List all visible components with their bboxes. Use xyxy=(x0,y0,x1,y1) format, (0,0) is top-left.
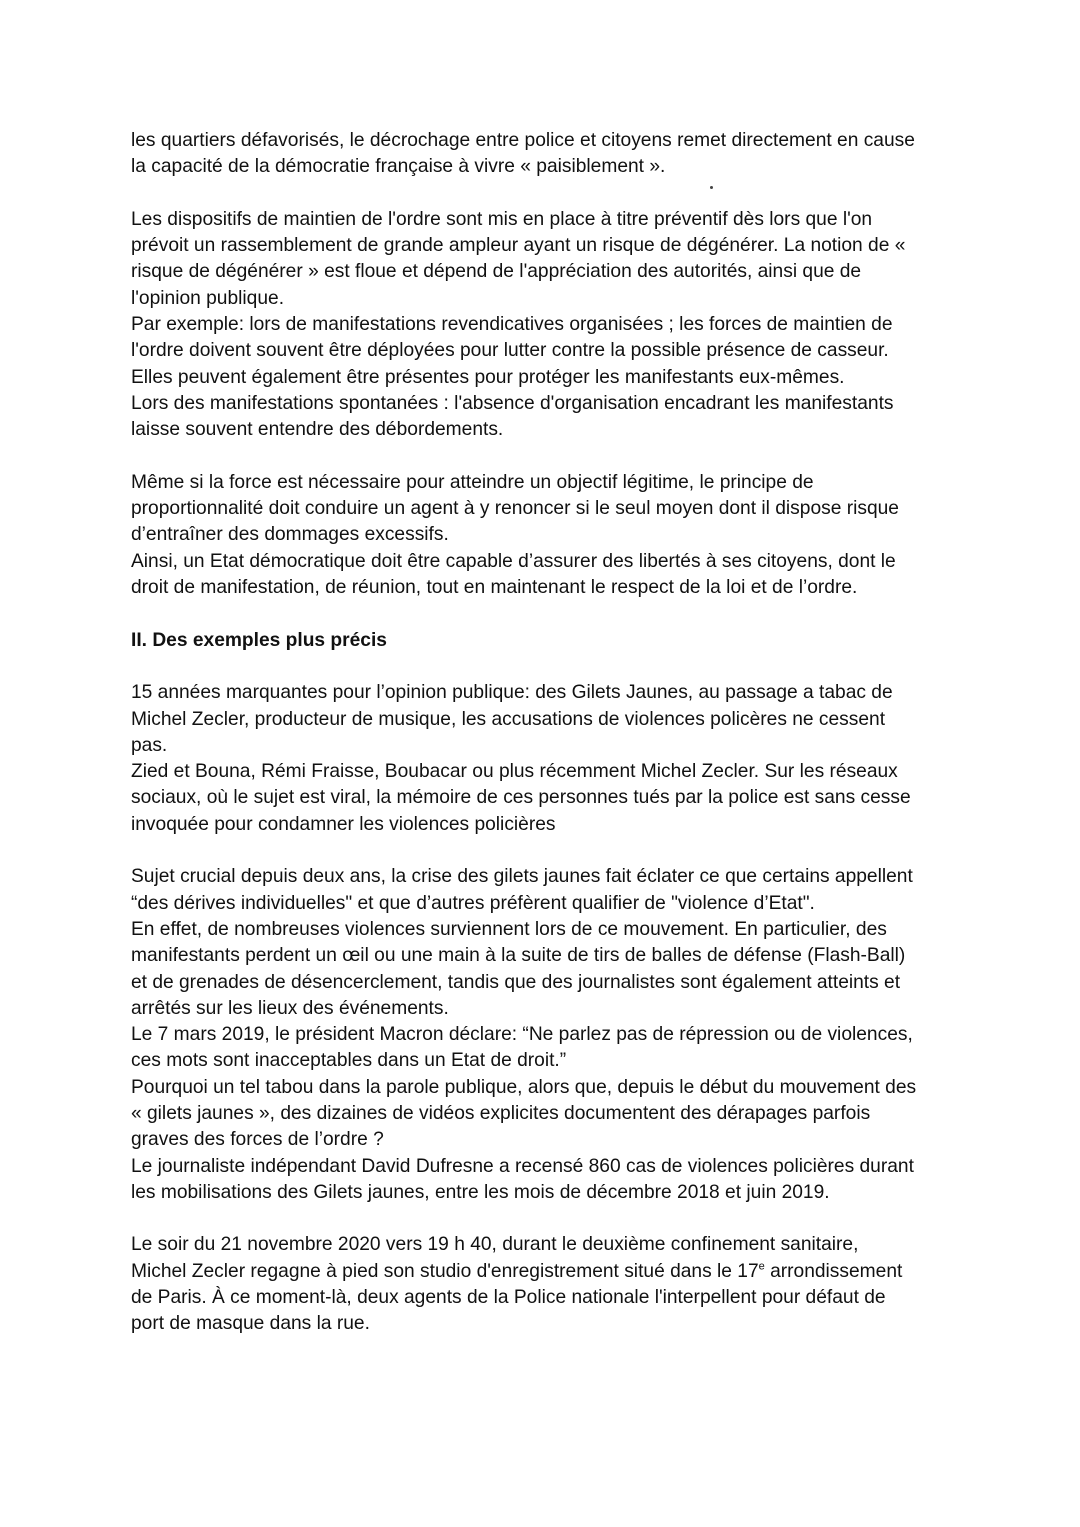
text-line: la capacité de la démocratie française à vivre « paisiblement ». xyxy=(131,156,666,178)
text-line: l'ordre doivent souvent être déployées pour lutter contre la possible présence de casseur. xyxy=(131,340,889,362)
text-line: Sujet crucial depuis deux ans, la crise des gilets jaunes fait éclater ce que certains appellent xyxy=(131,866,913,888)
text-line: Pourquoi un tel tabou dans la parole publique, alors que, depuis le début du mouvement des xyxy=(131,1076,917,1098)
text-line: Ainsi, un Etat démocratique doit être capable d’assurer des libertés à ses citoyens, dont le xyxy=(131,550,896,572)
text-line: Les dispositifs de maintien de l'ordre sont mis en place à titre préventif dès lors que l'on xyxy=(131,208,873,230)
section-heading: II. Des exemples plus précis xyxy=(131,629,387,651)
text-line: 15 années marquantes pour l’opinion publique: des Gilets Jaunes, au passage a tabac de xyxy=(131,682,893,704)
text-line: et de grenades de désencerclement, tandis que des journalistes sont également atteints et xyxy=(131,971,901,993)
text-line: prévoit un rassemblement de grande ampleur ayant un risque de dégénérer. La notion de « xyxy=(131,235,906,257)
text-line: “des dérives individuelles" et que d’autres préfèrent qualifier de "violence d’Etat". xyxy=(131,892,815,914)
text-line: les mobilisations des Gilets jaunes, entre les mois de décembre 2018 et juin 2019. xyxy=(131,1181,830,1203)
text-line: les quartiers défavorisés, le décrochage entre police et citoyens remet directement en cause xyxy=(131,130,915,151)
text-line: de Paris. À ce moment-là, deux agents de la Police nationale l'interpellent pour défaut de xyxy=(131,1287,886,1309)
text-line: pas. xyxy=(131,734,168,756)
text-line: Le 7 mars 2019, le président Macron déclare: “Ne parlez pas de répression ou de violences, xyxy=(131,1024,913,1046)
text-line: ces mots sont inacceptables dans un Etat de droit.” xyxy=(131,1050,567,1072)
text-line: Zied et Bouna, Rémi Fraisse, Boubacar ou plus récemment Michel Zecler. Sur les réseaux xyxy=(131,761,898,783)
text-line: « gilets jaunes », des dizaines de vidéos explicites documentent des dérapages parfois xyxy=(131,1102,871,1124)
text-line: laisse souvent entendre des débordements. xyxy=(131,419,504,441)
text-line: port de masque dans la rue. xyxy=(131,1313,370,1335)
text-line: sociaux, où le sujet est viral, la mémoire de ces personnes tués par la police est sans cesse xyxy=(131,787,911,809)
text-line: Michel Zecler, producteur de musique, les accusations de violences policères ne cessent xyxy=(131,708,886,730)
text-line: graves des forces de l’ordre ? xyxy=(131,1129,384,1151)
paragraph-maintien-ordre xyxy=(131,207,961,444)
text-line: Lors des manifestations spontanées : l'absence d'organisation encadrant les manifestants xyxy=(131,392,894,414)
paragraph-intro xyxy=(131,128,961,181)
text-line: d’entraîner des dommages excessifs. xyxy=(131,524,449,546)
superscript: e xyxy=(758,1260,765,1273)
paragraph-gilets-jaunes xyxy=(131,864,961,1206)
paragraph-annees-marquantes xyxy=(131,680,961,838)
text-line: invoquée pour condamner les violences policières xyxy=(131,813,556,835)
text-segment: Michel Zecler regagne à pied son studio d'enregistrement situé dans le 17 xyxy=(131,1260,759,1282)
document-body xyxy=(131,128,961,1338)
text-segment: arrondissement xyxy=(764,1260,903,1282)
text-line: l'opinion publique. xyxy=(131,287,285,309)
text-line: arrêtés sur les lieux des événements. xyxy=(131,997,449,1019)
paragraph-proportionnalite xyxy=(131,470,961,601)
text-line: droit de manifestation, de réunion, tout en maintenant le respect de la loi et de l’ordre. xyxy=(131,577,858,599)
stray-mark xyxy=(710,186,713,189)
text-line: Même si la force est nécessaire pour atteindre un objectif légitime, le principe de xyxy=(131,471,814,493)
paragraph-michel-zecler xyxy=(131,1232,961,1337)
text-line: manifestants perdent un œil ou une main à la suite de tirs de balles de défense (Flash-Ball) xyxy=(131,945,906,967)
text-line: Elles peuvent également être présentes pour protéger les manifestants eux-mêmes. xyxy=(131,366,845,388)
text-line: Le soir du 21 novembre 2020 vers 19 h 40, durant le deuxième confinement sanitaire, xyxy=(131,1234,859,1256)
text-line xyxy=(131,1259,961,1285)
text-line: En effet, de nombreuses violences surviennent lors de ce mouvement. En particulier, des xyxy=(131,918,887,940)
text-line: proportionnalité doit conduire un agent à y renoncer si le seul moyen dont il dispose risque xyxy=(131,498,899,520)
text-line: Le journaliste indépendant David Dufresne a recensé 860 cas de violences policières durant xyxy=(131,1155,914,1177)
text-line: Par exemple: lors de manifestations revendicatives organisées ; les forces de maintien de xyxy=(131,314,893,336)
text-line: risque de dégénérer » est floue et dépend de l'appréciation des autorités, ainsi que de xyxy=(131,261,862,283)
